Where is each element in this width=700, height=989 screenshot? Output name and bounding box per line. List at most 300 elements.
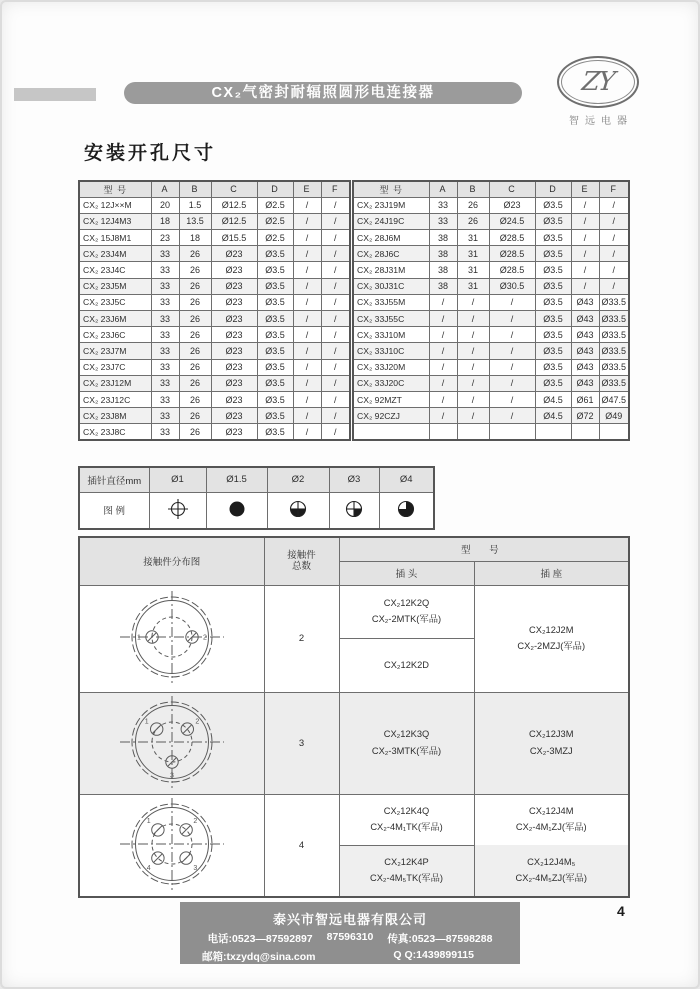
value-cell: / <box>429 311 457 327</box>
model-cell: CX₂ 12J××M <box>79 197 151 213</box>
value-cell: Ø3.5 <box>535 375 571 391</box>
value-cell: Ø4.5 <box>535 391 571 407</box>
model-cell: CX₂ 12J4M3 <box>79 213 151 229</box>
value-cell: Ø28.5 <box>489 262 535 278</box>
table-row <box>353 391 629 407</box>
value-cell: / <box>293 408 321 424</box>
footer-phone2: 87596310 <box>326 931 374 943</box>
value-cell: / <box>489 343 535 359</box>
section-title: 安装开孔尺寸 <box>84 143 217 164</box>
legend-symbol-cell <box>267 492 329 529</box>
value-cell: / <box>429 408 457 424</box>
svg-text:1: 1 <box>146 817 151 825</box>
plug-model-cell <box>339 692 474 794</box>
model-subcell <box>475 586 629 692</box>
svg-text:2: 2 <box>202 634 207 642</box>
table-row <box>79 359 350 375</box>
value-cell: Ø23 <box>211 343 257 359</box>
table-row <box>353 343 629 359</box>
value-cell: 31 <box>457 230 489 246</box>
column-header: B <box>179 181 211 197</box>
value-cell: Ø33.5 <box>599 311 629 327</box>
value-cell: / <box>489 327 535 343</box>
company-logo <box>548 56 648 127</box>
table-row <box>353 311 629 327</box>
svg-text:1: 1 <box>144 717 149 725</box>
model-subcell <box>340 795 474 845</box>
value-cell: 33 <box>151 408 179 424</box>
value-cell <box>535 424 571 440</box>
value-cell: / <box>457 359 489 375</box>
value-cell: 33 <box>151 424 179 440</box>
value-cell: 20 <box>151 197 179 213</box>
value-cell: Ø3.5 <box>535 343 571 359</box>
value-cell: 26 <box>179 391 211 407</box>
value-cell: Ø23 <box>211 246 257 262</box>
value-cell: 33 <box>151 246 179 262</box>
model-cell: CX₂ 33J10C <box>353 343 429 359</box>
value-cell: / <box>293 230 321 246</box>
footer-contact-box <box>180 902 520 964</box>
model-cell: CX₂ 33J20M <box>353 359 429 375</box>
table-row <box>353 246 629 262</box>
value-cell: / <box>489 408 535 424</box>
column-header: B <box>457 181 489 197</box>
header-row <box>353 181 629 197</box>
model-text: CX₂12K2D <box>384 659 429 670</box>
svg-text:3: 3 <box>169 772 174 779</box>
value-cell: / <box>321 375 350 391</box>
footer-phone: 电话:0523—87592897 <box>207 933 313 945</box>
value-cell: 33 <box>151 343 179 359</box>
legend-symbol-cell <box>329 492 379 529</box>
col-header-plug: 插 头 <box>339 561 474 585</box>
page-number: 4 <box>617 903 625 919</box>
diameter-value: Ø3 <box>329 467 379 492</box>
model-cell: CX₂ 23J4C <box>79 262 151 278</box>
model-cell <box>353 424 429 440</box>
value-cell: 26 <box>179 408 211 424</box>
table-row <box>79 424 350 440</box>
diagram-cell <box>79 794 264 897</box>
value-cell: 26 <box>179 311 211 327</box>
value-cell: / <box>321 391 350 407</box>
value-cell: Ø3.5 <box>535 262 571 278</box>
value-cell: / <box>457 327 489 343</box>
value-cell: Ø3.5 <box>535 246 571 262</box>
value-cell: / <box>321 262 350 278</box>
three-quarter-filled-icon <box>394 497 418 521</box>
footer-fax: 传真:0523—87598288 <box>387 933 493 945</box>
table-row <box>79 375 350 391</box>
value-cell: Ø43 <box>571 327 599 343</box>
value-cell: 33 <box>151 327 179 343</box>
value-cell: / <box>293 391 321 407</box>
logo-subtext: 智远电器 <box>569 116 633 127</box>
table-row <box>79 262 350 278</box>
value-cell: 31 <box>457 246 489 262</box>
model-text: CX₂-3MTK(军品) <box>371 745 442 756</box>
model-cell: CX₂ 23J12M <box>79 375 151 391</box>
table-row <box>79 246 350 262</box>
value-cell: Ø43 <box>571 294 599 310</box>
value-cell <box>571 424 599 440</box>
model-text: CX₂-2MTK(军品) <box>371 614 442 625</box>
value-cell: / <box>599 246 629 262</box>
value-cell: / <box>457 343 489 359</box>
svg-text:2: 2 <box>193 817 198 825</box>
value-cell: Ø15.5 <box>211 230 257 246</box>
contact-arrangement-table <box>78 536 630 898</box>
value-cell <box>489 424 535 440</box>
value-cell: / <box>293 327 321 343</box>
value-cell: 26 <box>457 197 489 213</box>
value-cell: 26 <box>179 262 211 278</box>
value-cell: Ø33.5 <box>599 294 629 310</box>
value-cell: Ø23 <box>211 359 257 375</box>
value-cell: / <box>321 246 350 262</box>
value-cell: 33 <box>151 375 179 391</box>
model-subcell <box>340 586 474 639</box>
value-cell: Ø3.5 <box>257 311 293 327</box>
model-cell: CX₂ 23J5M <box>79 278 151 294</box>
model-cell: CX₂ 28J6M <box>353 230 429 246</box>
value-cell: Ø3.5 <box>535 197 571 213</box>
table-row <box>79 197 350 213</box>
table-row <box>353 230 629 246</box>
value-cell: / <box>293 311 321 327</box>
model-cell: CX₂ 23J6M <box>79 311 151 327</box>
contact-arrangement-diagram <box>114 795 230 893</box>
column-header: D <box>535 181 571 197</box>
model-cell: CX₂ 33J20C <box>353 375 429 391</box>
value-cell: Ø2.5 <box>257 197 293 213</box>
value-cell <box>599 424 629 440</box>
legend-label: 图 例 <box>79 492 149 529</box>
contact-arrangement-diagram <box>114 588 230 686</box>
model-subcell <box>475 795 629 846</box>
table-row <box>353 294 629 310</box>
model-text: CX₂-4M₅ZJ(军品) <box>515 873 587 884</box>
value-cell: Ø3.5 <box>257 262 293 278</box>
value-cell: / <box>457 311 489 327</box>
value-cell: Ø3.5 <box>257 343 293 359</box>
model-cell: CX₂ 23J12C <box>79 391 151 407</box>
diameter-value: Ø1.5 <box>206 467 267 492</box>
value-cell: 13.5 <box>179 213 211 229</box>
table-row <box>79 327 350 343</box>
value-cell: Ø3.5 <box>535 327 571 343</box>
value-cell: Ø47.5 <box>599 391 629 407</box>
value-cell: 26 <box>179 294 211 310</box>
svg-text:2: 2 <box>195 717 200 725</box>
filled-icon <box>225 497 249 521</box>
legend-symbol-cell <box>149 492 206 529</box>
value-cell: / <box>599 230 629 246</box>
logo-oval-icon <box>557 56 639 108</box>
value-cell: 23 <box>151 230 179 246</box>
value-cell: Ø23 <box>211 262 257 278</box>
value-cell: 31 <box>457 262 489 278</box>
value-cell: Ø23 <box>211 294 257 310</box>
value-cell: Ø3.5 <box>257 359 293 375</box>
value-cell: 38 <box>429 246 457 262</box>
model-subcell <box>340 845 474 896</box>
value-cell: 33 <box>151 359 179 375</box>
socket-model-cell <box>474 794 629 897</box>
footer-company-name: 泰兴市智远电器有限公司 <box>272 912 427 927</box>
value-cell: Ø23 <box>211 327 257 343</box>
value-cell: 26 <box>179 343 211 359</box>
model-subcell <box>340 638 474 692</box>
model-text: CX₂12K2Q <box>383 597 430 608</box>
pin-legend-row <box>79 492 434 529</box>
value-cell: / <box>489 375 535 391</box>
table-row <box>79 294 350 310</box>
value-cell: Ø33.5 <box>599 375 629 391</box>
model-text: CX₂-4M₅TK(军品) <box>370 873 443 884</box>
value-cell: / <box>321 327 350 343</box>
contact-count-cell: 2 <box>264 585 339 692</box>
svg-text:1: 1 <box>136 634 141 642</box>
value-cell: 26 <box>179 424 211 440</box>
value-cell: / <box>457 294 489 310</box>
header-row <box>79 181 350 197</box>
value-cell: Ø28.5 <box>489 246 535 262</box>
value-cell: / <box>293 278 321 294</box>
value-cell: / <box>457 375 489 391</box>
value-cell: / <box>599 278 629 294</box>
value-cell: / <box>571 213 599 229</box>
value-cell: Ø3.5 <box>257 424 293 440</box>
contact-table-row <box>79 585 629 692</box>
value-cell: Ø24.5 <box>489 213 535 229</box>
model-text: CX₂12J4M <box>529 806 574 817</box>
value-cell: 18 <box>151 213 179 229</box>
table-row <box>79 230 350 246</box>
table-row <box>353 327 629 343</box>
value-cell: 26 <box>179 246 211 262</box>
model-cell: CX₂ 30J31C <box>353 278 429 294</box>
column-header: A <box>151 181 179 197</box>
dimension-table-left <box>78 180 351 441</box>
plug-model-cell <box>339 794 474 897</box>
value-cell: Ø3.5 <box>257 278 293 294</box>
model-cell: CX₂ 23J6C <box>79 327 151 343</box>
value-cell: / <box>571 246 599 262</box>
model-cell: CX₂ 23J5C <box>79 294 151 310</box>
value-cell: Ø33.5 <box>599 359 629 375</box>
value-cell: 33 <box>429 197 457 213</box>
value-cell: 33 <box>151 294 179 310</box>
footer-email: 邮箱:txzydq@sina.com <box>202 951 316 963</box>
value-cell: Ø43 <box>571 359 599 375</box>
value-cell: Ø3.5 <box>257 294 293 310</box>
value-cell: / <box>321 311 350 327</box>
value-cell: / <box>489 391 535 407</box>
value-cell: Ø23 <box>211 311 257 327</box>
dimension-table-right <box>352 180 630 441</box>
value-cell: Ø2.5 <box>257 230 293 246</box>
value-cell: 33 <box>151 311 179 327</box>
value-cell: / <box>321 230 350 246</box>
model-text: CX₂-4M₁ZJ(军品) <box>515 822 587 833</box>
quarter-filled-icon <box>342 497 366 521</box>
col-header-diagram: 接触件分布图 <box>79 537 264 585</box>
plug-model-cell <box>339 585 474 692</box>
table-row <box>79 311 350 327</box>
value-cell: / <box>321 343 350 359</box>
table-row <box>79 343 350 359</box>
value-cell: Ø33.5 <box>599 327 629 343</box>
value-cell: Ø3.5 <box>535 359 571 375</box>
model-cell: CX₂ 28J6C <box>353 246 429 262</box>
model-cell: CX₂ 92CZJ <box>353 408 429 424</box>
value-cell: / <box>599 197 629 213</box>
table-row <box>79 391 350 407</box>
model-cell: CX₂ 33J55C <box>353 311 429 327</box>
contact-count-cell: 4 <box>264 794 339 897</box>
value-cell: / <box>429 294 457 310</box>
model-cell: CX₂ 92MZT <box>353 391 429 407</box>
contact-table-row <box>79 794 629 897</box>
value-cell: 33 <box>429 213 457 229</box>
value-cell: Ø49 <box>599 408 629 424</box>
dimension-table-right-header <box>353 181 629 197</box>
value-cell: Ø3.5 <box>535 294 571 310</box>
value-cell: 33 <box>151 391 179 407</box>
model-text: CX₂12J2M <box>529 624 574 635</box>
value-cell: / <box>293 359 321 375</box>
value-cell: / <box>457 391 489 407</box>
value-cell: 26 <box>457 213 489 229</box>
legend-symbol-cell <box>206 492 267 529</box>
diagram-cell <box>79 692 264 794</box>
value-cell: Ø2.5 <box>257 213 293 229</box>
value-cell: / <box>489 359 535 375</box>
value-cell: Ø12.5 <box>211 197 257 213</box>
value-cell: Ø3.5 <box>257 327 293 343</box>
model-cell: CX₂ 15J8M1 <box>79 230 151 246</box>
column-header: C <box>211 181 257 197</box>
diameter-value: Ø4 <box>379 467 434 492</box>
value-cell: Ø3.5 <box>257 408 293 424</box>
column-header: 型 号 <box>353 181 429 197</box>
value-cell: / <box>293 197 321 213</box>
value-cell: / <box>321 424 350 440</box>
value-cell: Ø3.5 <box>535 230 571 246</box>
model-text: CX₂12K4Q <box>383 805 430 816</box>
value-cell: Ø3.5 <box>535 311 571 327</box>
model-subcell <box>475 693 629 794</box>
model-subcell <box>475 845 629 896</box>
value-cell: / <box>599 262 629 278</box>
table-row <box>353 408 629 424</box>
value-cell: / <box>571 230 599 246</box>
value-cell: Ø28.5 <box>489 230 535 246</box>
table-row <box>353 213 629 229</box>
value-cell: Ø23 <box>489 197 535 213</box>
pin-diameter-label: 插针直径mm <box>79 467 149 492</box>
value-cell: / <box>457 408 489 424</box>
value-cell: / <box>571 197 599 213</box>
value-cell: Ø23 <box>211 391 257 407</box>
socket-model-cell <box>474 692 629 794</box>
value-cell: / <box>321 197 350 213</box>
pin-diameter-table <box>78 466 435 530</box>
header-edge-streak <box>14 88 96 101</box>
value-cell: Ø23 <box>211 424 257 440</box>
footer-qq: Q Q:1439899115 <box>393 949 474 961</box>
col-header-model: 型 号 <box>339 537 629 561</box>
column-header: F <box>599 181 629 197</box>
value-cell: Ø33.5 <box>599 343 629 359</box>
value-cell: / <box>293 343 321 359</box>
diameter-value: Ø2 <box>267 467 329 492</box>
model-text: CX₂-4M₁TK(军品) <box>370 822 443 833</box>
column-header: A <box>429 181 457 197</box>
model-cell: CX₂ 23J7M <box>79 343 151 359</box>
column-header: C <box>489 181 535 197</box>
value-cell: / <box>429 375 457 391</box>
value-cell: Ø23 <box>211 375 257 391</box>
dimension-table-left-header <box>79 181 350 197</box>
value-cell: / <box>293 375 321 391</box>
value-cell: / <box>321 213 350 229</box>
page-title: CX₂气密封耐辐照圆形电连接器 <box>124 82 522 104</box>
value-cell: 38 <box>429 230 457 246</box>
value-cell: 33 <box>151 278 179 294</box>
value-cell: Ø43 <box>571 311 599 327</box>
value-cell: / <box>489 311 535 327</box>
value-cell: Ø43 <box>571 343 599 359</box>
value-cell: 31 <box>457 278 489 294</box>
diagram-cell <box>79 585 264 692</box>
table-row <box>79 408 350 424</box>
legend-symbol-cell <box>379 492 434 529</box>
col-header-contact-count: 接触件 总数 <box>264 537 339 585</box>
column-header: 型 号 <box>79 181 151 197</box>
value-cell: Ø23 <box>211 408 257 424</box>
value-cell: Ø3.5 <box>257 375 293 391</box>
value-cell: 38 <box>429 278 457 294</box>
model-text: CX₂12K4P <box>384 857 429 868</box>
table-row <box>353 359 629 375</box>
value-cell: / <box>429 391 457 407</box>
model-text: CX₂-2MZJ(军品) <box>517 641 586 651</box>
value-cell: / <box>599 213 629 229</box>
model-subcell <box>340 693 474 794</box>
model-cell: CX₂ 23J7C <box>79 359 151 375</box>
value-cell: Ø23 <box>211 278 257 294</box>
model-cell: CX₂ 23J19M <box>353 197 429 213</box>
value-cell: / <box>321 278 350 294</box>
logo-monogram: ZY <box>580 67 616 97</box>
value-cell: / <box>293 262 321 278</box>
value-cell: / <box>321 408 350 424</box>
table-row <box>353 375 629 391</box>
value-cell: / <box>429 327 457 343</box>
table-row <box>353 278 629 294</box>
table-row <box>353 262 629 278</box>
value-cell: 26 <box>179 359 211 375</box>
model-cell: CX₂ 23J4M <box>79 246 151 262</box>
diameter-value: Ø1 <box>149 467 206 492</box>
model-cell: CX₂ 33J10M <box>353 327 429 343</box>
column-header: F <box>321 181 350 197</box>
model-text: CX₂12J4M₅ <box>527 856 576 867</box>
model-cell: CX₂ 28J31M <box>353 262 429 278</box>
